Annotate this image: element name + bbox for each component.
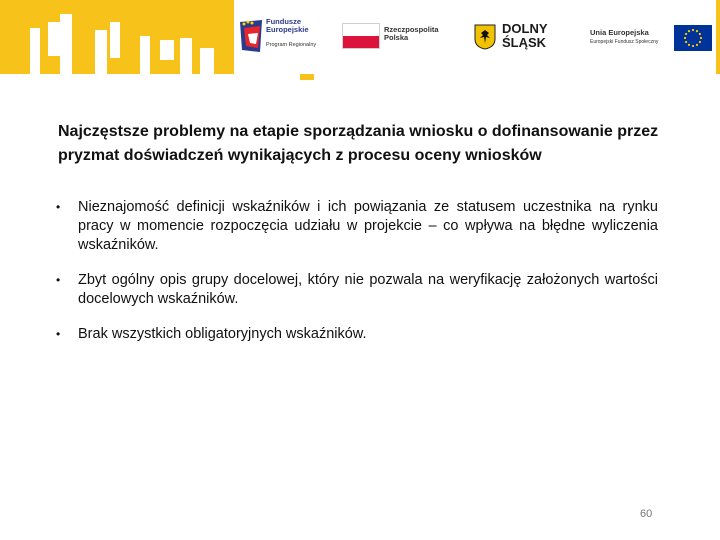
decorative-shape [110, 22, 120, 58]
dolny-slask-logo-name: DOLNY ŚLĄSK [502, 21, 548, 50]
decorative-shape [140, 36, 150, 74]
unia-logo-name: Unia Europejska [590, 28, 649, 37]
slide-title: Najczęstsze problemy na etapie sporządzania wniosku o dofinansowanie przez pryzmat doświadczeń wynikających z procesu oceny wniosków [58, 123, 659, 164]
fundusze-logo-name: Fundusze Europejskie [266, 17, 309, 34]
decorative-shape [300, 74, 314, 80]
bullet-marker: • [56, 327, 61, 341]
eu-funds-logo-icon [238, 18, 264, 54]
dolny-slask-crest-icon [474, 24, 496, 50]
logo-strip [234, 0, 716, 74]
unia-logo-subtitle: Europejski Fundusz Społeczny [590, 39, 659, 45]
decorative-shape [200, 48, 214, 74]
bullet-item [58, 325, 658, 344]
dolny-slask-logo [474, 20, 564, 54]
page-number: 60 [640, 508, 653, 520]
fundusze-logo-subtitle: Program Regionalny [266, 42, 317, 48]
eu-flag-icon [674, 25, 712, 51]
bullet-marker: • [56, 273, 61, 287]
rzeczpospolita-logo-name: Rzeczpospolita Polska [384, 25, 439, 42]
bullet-list [58, 198, 658, 360]
fundusze-europejskie-logo [238, 14, 326, 58]
decorative-shape [95, 30, 107, 74]
bullet-item [58, 198, 658, 255]
bullet-text: Zbyt ogólny opis grupy docelowej, który nie pozwala na weryfikację założonych wartości docelowych wskaźników. [78, 272, 658, 307]
bullet-item [58, 271, 658, 309]
decorative-shape [180, 38, 192, 74]
bullet-text: Brak wszystkich obligatoryjnych wskaźników. [78, 326, 367, 342]
rzeczpospolita-logo [342, 20, 452, 52]
header-banner [0, 0, 720, 74]
bullet-marker: • [56, 200, 61, 214]
unia-europejska-logo [590, 20, 714, 54]
bullet-text: Nieznajomość definicji wskaźników i ich powiązania ze statusem uczestnika na rynku pracy w momencie rozpoczęcia udziału w projekcie – co wpływa na błędne wyliczenia wskaźników. [78, 199, 658, 253]
decorative-shape [60, 14, 72, 74]
decorative-shape [30, 28, 40, 74]
polish-flag-icon [342, 23, 380, 49]
decorative-shape [160, 40, 174, 60]
